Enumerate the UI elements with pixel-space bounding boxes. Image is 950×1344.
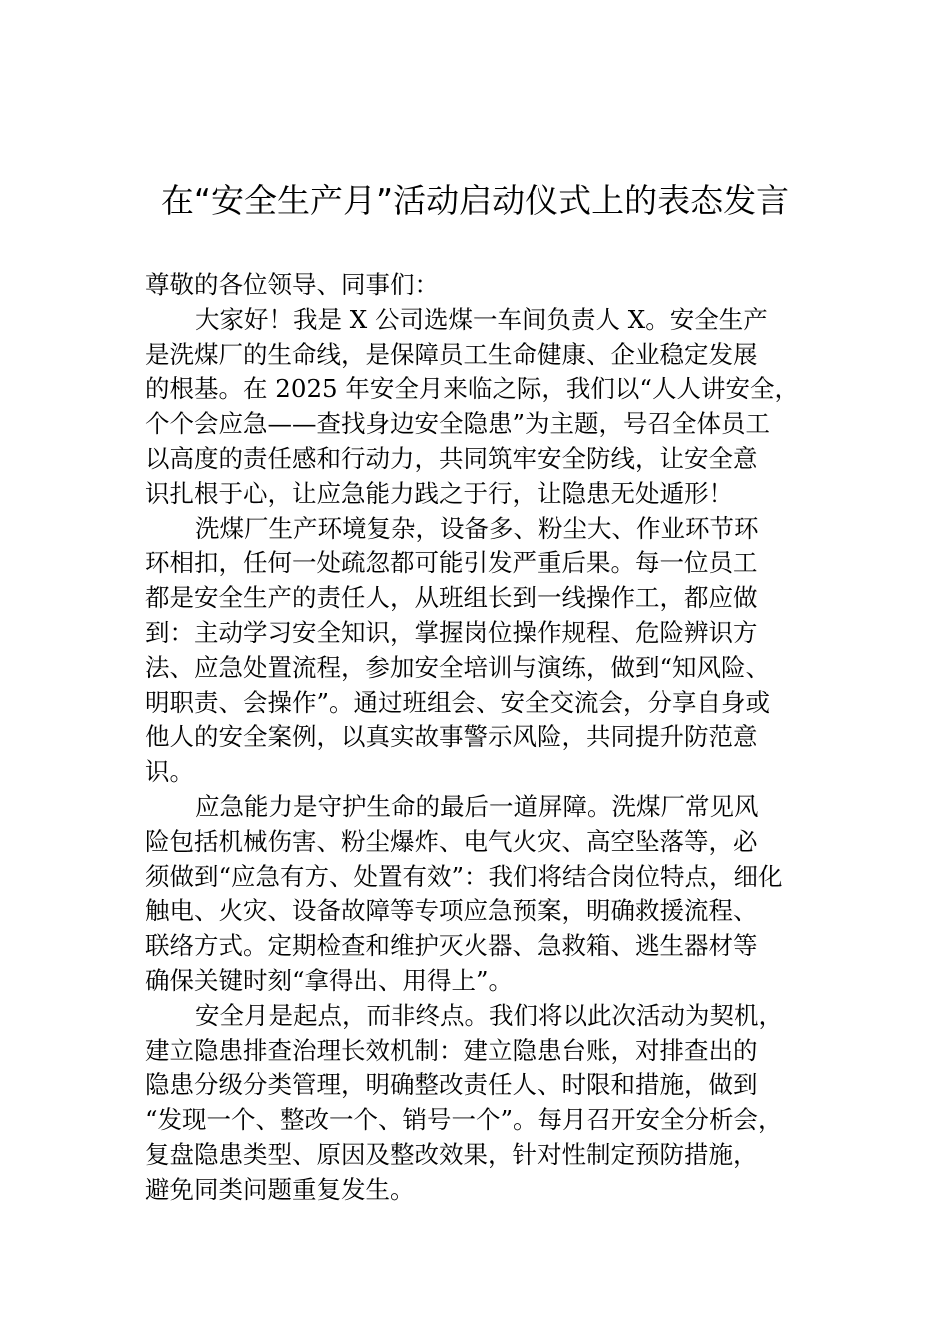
paragraph-line: 须做到“应急有方、处置有效”：我们将结合岗位特点，细化	[145, 861, 783, 891]
paragraph-line: 洗煤厂生产环境复杂，设备多、粉尘大、作业环节环	[195, 513, 759, 543]
paragraph-line: 到：主动学习安全知识，掌握岗位操作规程、危险辨识方	[145, 617, 758, 647]
paragraph-line: 识。	[145, 757, 194, 787]
paragraph-line: 大家好！我是 X 公司选煤一车间负责人 X。安全生产	[195, 304, 768, 334]
paragraph-line: 险包括机械伤害、粉尘爆炸、电气火灾、高空坠落等，必	[145, 826, 758, 856]
paragraph-3	[145, 790, 835, 999]
paragraph-line: 的根基。在 2025 年安全月来临之际，我们以“人人讲安全，	[145, 374, 799, 404]
paragraph-line: 安全月是起点，而非终点。我们将以此次活动为契机，	[195, 1000, 783, 1030]
paragraph-1	[145, 303, 835, 512]
paragraph-line: 确保关键时刻“拿得出、用得上”。	[145, 965, 514, 995]
paragraph-line: 避免同类问题重复发生。	[145, 1174, 415, 1204]
paragraph-line: 隐患分级分类管理，明确整改责任人、时限和措施，做到	[145, 1070, 758, 1100]
document-title: 在“安全生产月”活动启动仪式上的表态发言	[160, 181, 790, 220]
paragraph-line: “发现一个、整改一个、销号一个”。每月召开安全分析会，	[145, 1105, 783, 1135]
paragraph-4	[145, 999, 835, 1208]
salutation: 尊敬的各位领导、同事们：	[145, 270, 439, 299]
paragraph-line: 以高度的责任感和行动力，共同筑牢安全防线，让安全意	[145, 443, 758, 473]
paragraph-line: 触电、火灾、设备故障等专项应急预案，明确救援流程、	[145, 896, 758, 926]
paragraph-line: 建立隐患排查治理长效机制：建立隐患台账，对排查出的	[145, 1035, 758, 1065]
paragraph-line: 法、应急处置流程，参加安全培训与演练，做到“知风险、	[145, 652, 771, 682]
paragraph-line: 明职责、会操作”。通过班组会、安全交流会，分享自身或	[145, 687, 771, 717]
paragraph-line: 个个会应急——查找身边安全隐患”为主题，号召全体员工	[145, 409, 771, 439]
paragraph-2	[145, 512, 835, 790]
paragraph-line: 他人的安全案例，以真实故事警示风险，共同提升防范意	[145, 722, 758, 752]
document-body	[145, 268, 835, 1208]
paragraph-line: 环相扣，任何一处疏忽都可能引发严重后果。每一位员工	[145, 548, 758, 578]
paragraph-line: 复盘隐患类型、原因及整改效果，针对性制定预防措施，	[145, 1139, 758, 1169]
paragraph-line: 联络方式。定期检查和维护灭火器、急救箱、逃生器材等	[145, 931, 758, 961]
paragraph-line: 识扎根于心，让应急能力践之于行，让隐患无处遁形！	[145, 478, 733, 508]
paragraph-line: 应急能力是守护生命的最后一道屏障。洗煤厂常见风	[195, 791, 759, 821]
paragraph-line: 是洗煤厂的生命线，是保障员工生命健康、企业稳定发展	[145, 339, 758, 369]
paragraph-line: 都是安全生产的责任人，从班组长到一线操作工，都应做	[145, 583, 758, 613]
